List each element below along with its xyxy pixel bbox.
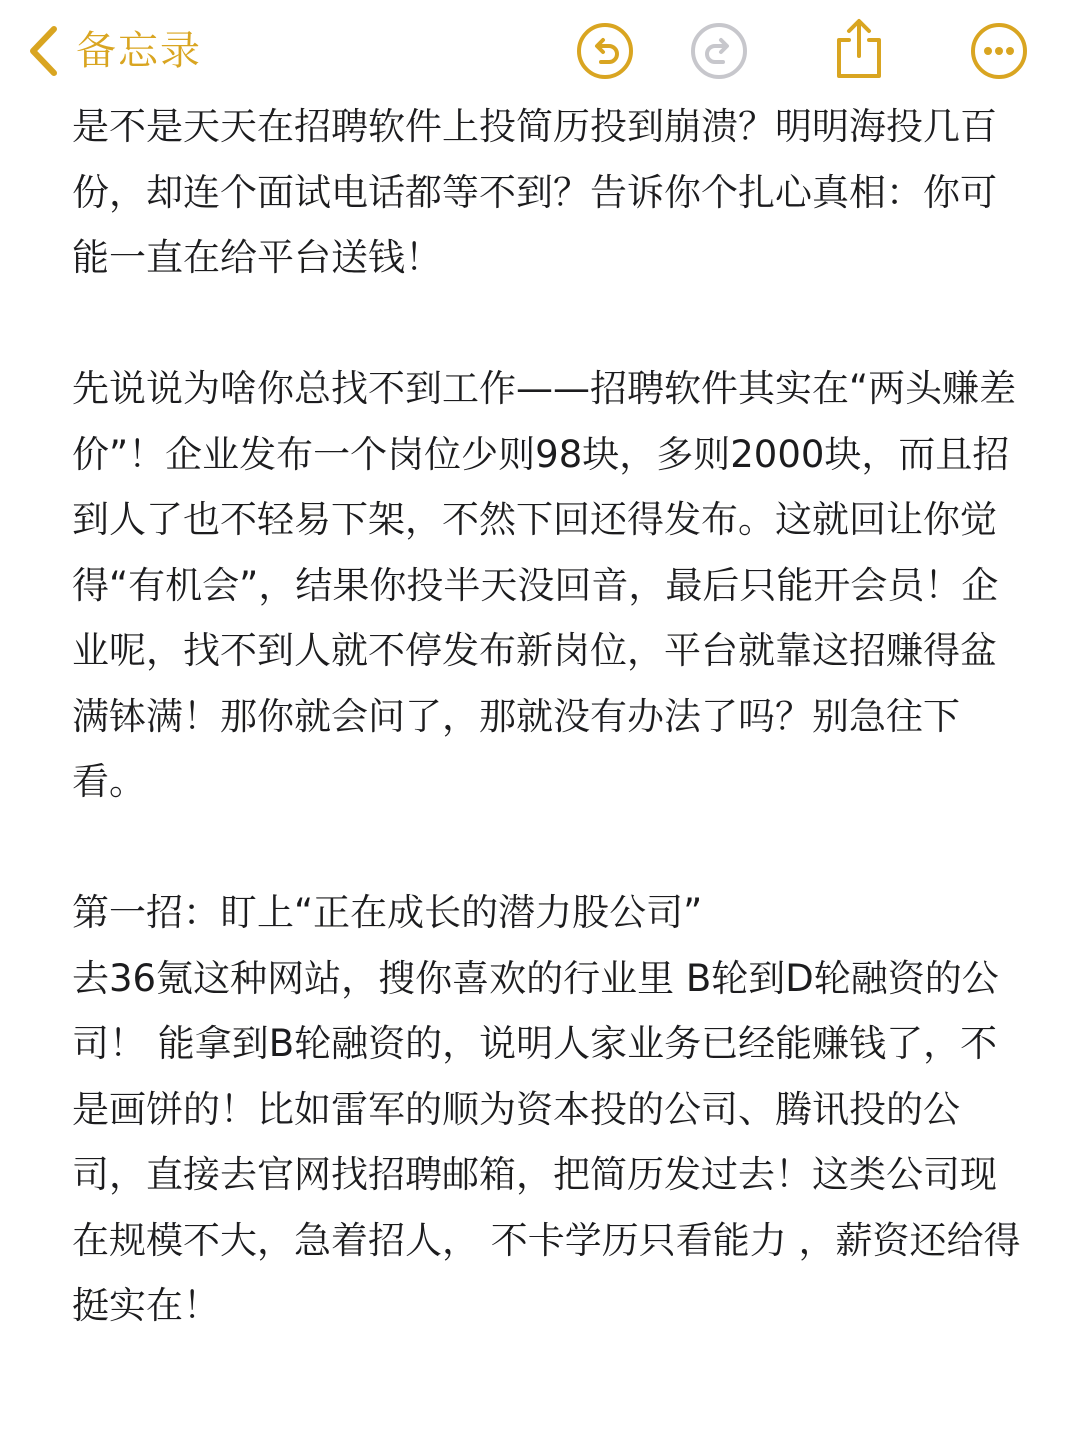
back-button[interactable] xyxy=(26,22,202,80)
note-body[interactable]: 是不是天天在招聘软件上投简历投到崩溃？明明海投几百份，却连个面试电话都等不到？告诉你个扎心真相：你可能一直在给平台送钱！ 先说说为啥你总找不到工作——招聘软件其实在“两头赚差价”！企业发布一个岗位少则98块，多则2000块，而且招到人了也不轻易下架，不然下回还得发布。这就回让你觉得“有机会”，结果你投半天没回音，最后只能开会员！企业呢，找不到人就不停发布新岗位，平台就靠这招赚得盆满钵满！那你就会问了，那就没有办法了吗？别急往下看。 第一招：盯上“正在成长的潜力股公司” 去36氪这种网站，搜你喜欢的行业里 B轮到D轮融资的公司！ 能拿到B轮融资的，说明人家业务已经能赚钱了，不是画饼的！比如雷军的顺为资本投的公司、腾讯投的公司，直接去官网找招聘邮箱，把简历发过去！这类公司现在规模不大，急着招人， 不卡学历只看能力 ，薪资还给得挺实在！ xyxy=(72,105,1021,1327)
share-icon xyxy=(830,16,888,80)
undo-button[interactable] xyxy=(576,22,634,80)
more-icon xyxy=(970,22,1028,80)
redo-button[interactable] xyxy=(690,22,748,80)
undo-icon xyxy=(576,22,634,80)
back-label: 备忘录 xyxy=(76,28,202,74)
chevron-left-icon xyxy=(26,25,60,77)
redo-icon xyxy=(690,22,748,80)
share-button[interactable] xyxy=(830,16,888,80)
more-button[interactable] xyxy=(970,22,1028,80)
navigation-bar xyxy=(0,0,1080,104)
